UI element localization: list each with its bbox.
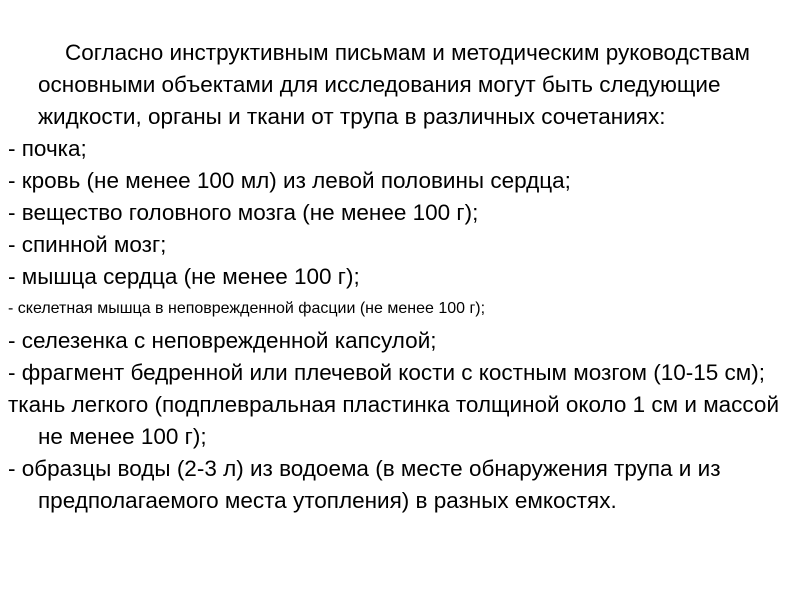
list-item-water-samples: - образцы воды (2-3 л) из водоема (в месте обнаружения трупа и из предполагаемого места утопления) в разных емкостях. [8, 456, 721, 513]
slide-text [8, 37, 793, 517]
list-item-blood: - кровь (не менее 100 мл) из левой половины сердца; [8, 168, 571, 193]
list-item-heart-muscle: - мышца сердца (не менее 100 г); [8, 264, 360, 289]
list-item-skeletal-muscle: - скелетная мышца в неповрежденной фасции (не менее 100 г); [8, 300, 486, 317]
list-item-lung-tissue: ткань легкого (подплевральная пластинка толщиной около 1 см и массой не менее 100 г); [8, 392, 780, 449]
list-item-spinal-cord: - спинной мозг; [8, 232, 167, 257]
list-item-brain: - вещество головного мозга (не менее 100 г); [8, 200, 479, 225]
intro-text: Согласно инструктивным письмам и методическим руководствам основными объектами для исследования могут быть следующие жидкости, органы и ткани от трупа в различных сочетаниях: [38, 40, 750, 129]
list-item-bone-fragment: - фрагмент бедренной или плечевой кости с костным мозгом (10-15 см); [8, 360, 766, 385]
list-item-kidney: - почка; [8, 136, 87, 161]
list-item-spleen: - селезенка с неповрежденной капсулой; [8, 328, 437, 353]
intro-paragraph [8, 37, 793, 133]
